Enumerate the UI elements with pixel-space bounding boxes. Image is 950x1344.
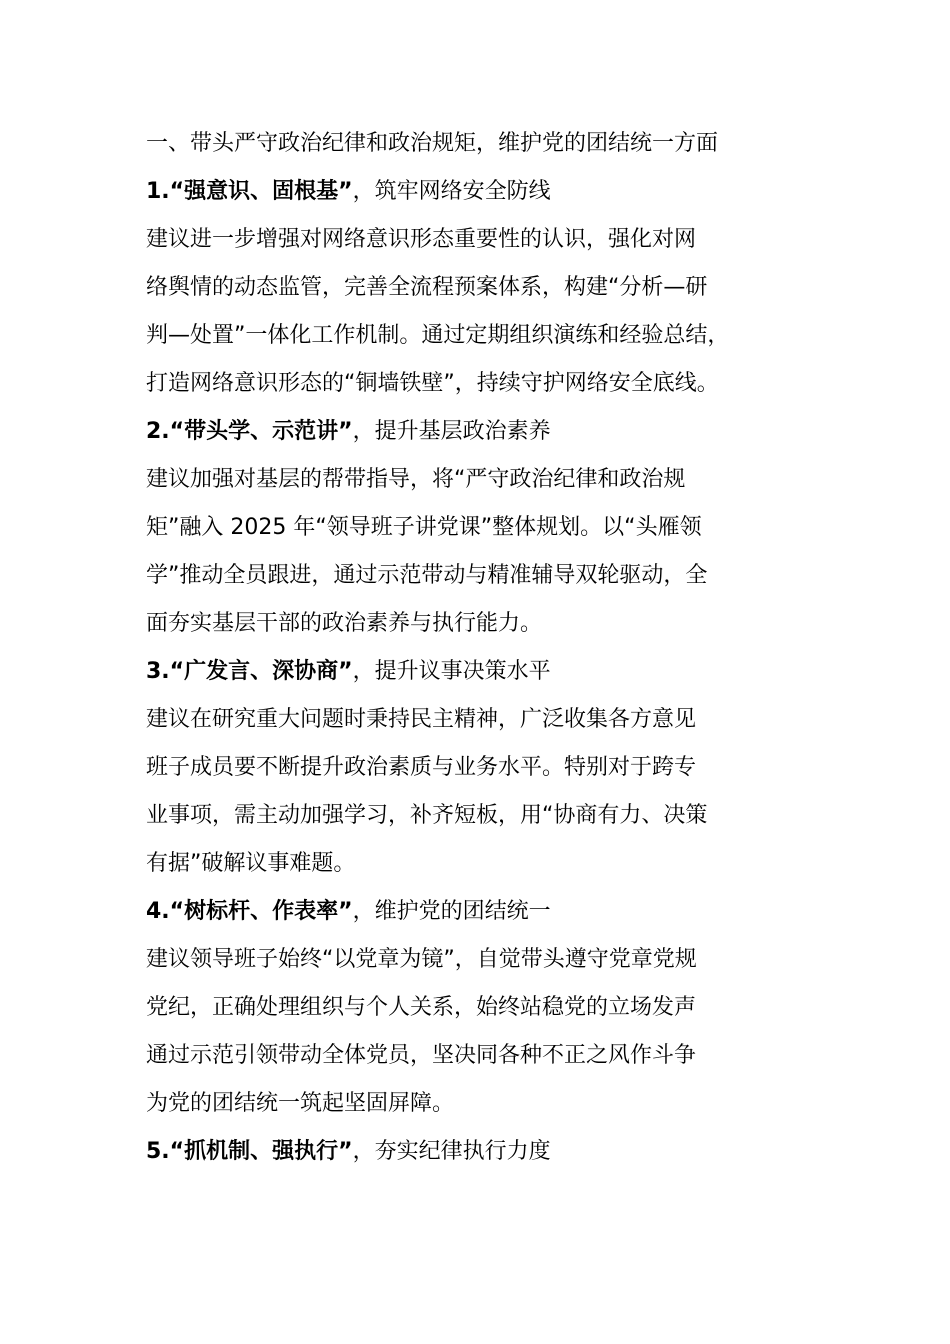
paragraph-line: 建议加强对基层的帮带指导，将“严守政治纪律和政治规 — [146, 467, 686, 492]
subheading-quote: “广发言、深协商” — [169, 659, 353, 684]
section-heading: 一、带头严守政治纪律和政治规矩，维护党的团结统一方面 — [146, 131, 719, 156]
subheading-text: ，筑牢网络安全防线 — [352, 179, 551, 204]
subheading-quote: “带头学、示范讲” — [169, 419, 353, 444]
subheading-3 — [146, 648, 836, 696]
paragraph-line: 判—处置”一体化工作机制。通过定期组织演练和经验总结， — [146, 323, 730, 348]
subheading-number: 5. — [146, 1139, 170, 1164]
subheading-number: 3. — [146, 659, 170, 684]
paragraph-line: 党纪，正确处理组织与个人关系，始终站稳党的立场发声 — [146, 995, 697, 1020]
subheading-1 — [146, 168, 836, 216]
subheading-number: 2. — [146, 419, 170, 444]
paragraph-line: 建议进一步增强对网络意识形态重要性的认识，强化对网 — [146, 227, 697, 252]
subheading-number: 4. — [146, 899, 170, 924]
paragraph-line: 有据”破解议事难题。 — [146, 851, 356, 876]
paragraph-line: 通过示范引领带动全体党员，坚决同各种不正之风作斗争 — [146, 1043, 697, 1068]
paragraph-line: 打造网络意识形态的“铜墙铁壁”，持续守护网络安全底线。 — [146, 371, 719, 396]
subheading-quote: “强意识、固根基” — [169, 179, 353, 204]
subheading-4 — [146, 888, 836, 936]
paragraph-line: 业事项，需主动加强学习，补齐短板，用“协商有力、决策 — [146, 803, 708, 828]
paragraph-line: 为党的团结统一筑起坚固屏障。 — [146, 1091, 455, 1116]
subheading-number: 1. — [146, 179, 170, 204]
paragraph-line: 班子成员要不断提升政治素质与业务水平。特别对于跨专 — [146, 755, 697, 780]
subheading-5 — [146, 1128, 836, 1176]
paragraph-line: 面夯实基层干部的政治素养与执行能力。 — [146, 611, 543, 636]
paragraph-line: 矩”融入 2025 年“领导班子讲党课”整体规划。以“头雁领 — [146, 515, 702, 540]
paragraph-line: 络舆情的动态监管，完善全流程预案体系，构建“分析—研 — [146, 275, 708, 300]
document-body — [146, 120, 836, 1176]
subheading-text: ，维护党的团结统一 — [352, 899, 551, 924]
subheading-text: ，夯实纪律执行力度 — [352, 1139, 551, 1164]
subheading-text: ，提升议事决策水平 — [352, 659, 551, 684]
subheading-quote: “抓机制、强执行” — [169, 1139, 353, 1164]
paragraph-line: 学”推动全员跟进，通过示范带动与精准辅导双轮驱动，全 — [146, 563, 708, 588]
paragraph-line: 建议在研究重大问题时秉持民主精神，广泛收集各方意见 — [146, 707, 697, 732]
paragraph-line: 建议领导班子始终“以党章为镜”，自觉带头遵守党章党规 — [146, 947, 697, 972]
subheading-2 — [146, 408, 836, 456]
subheading-quote: “树标杆、作表率” — [169, 899, 353, 924]
subheading-text: ，提升基层政治素养 — [352, 419, 551, 444]
